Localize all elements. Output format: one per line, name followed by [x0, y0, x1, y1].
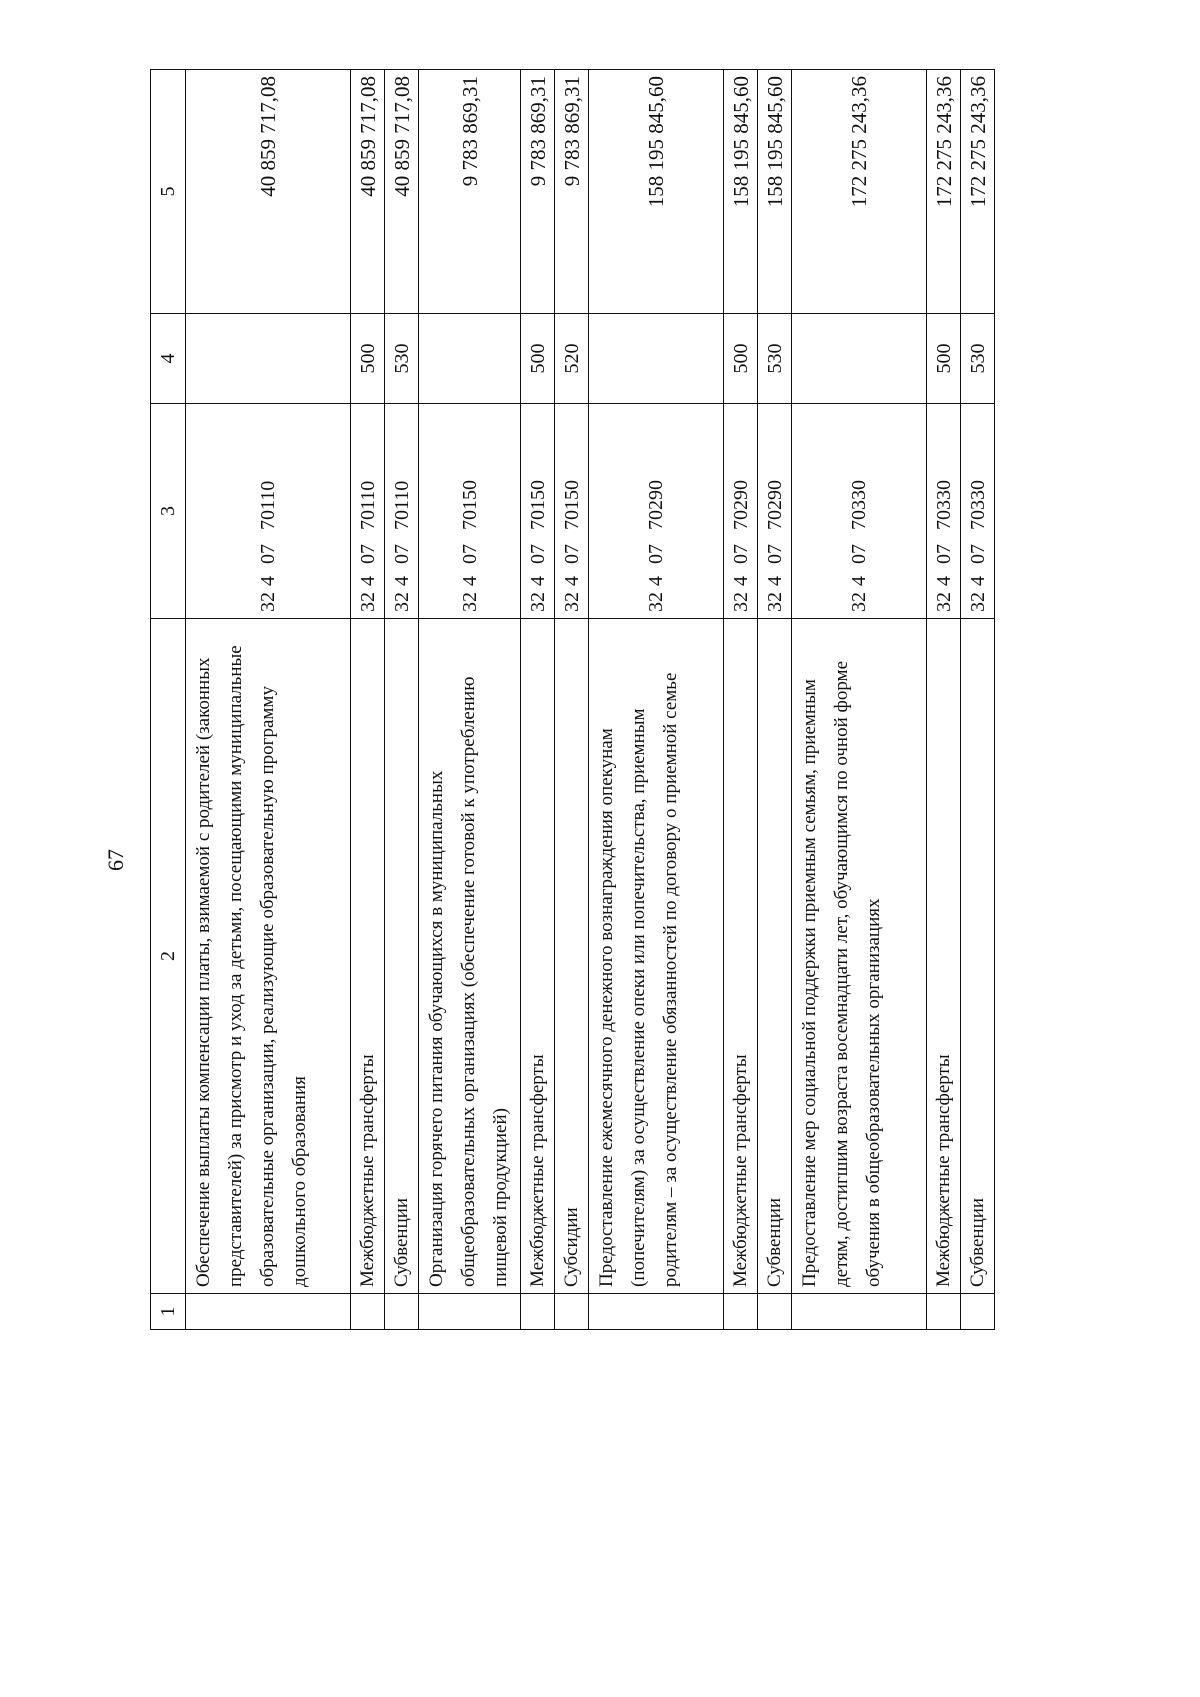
row-vr-cell: 530 [758, 314, 792, 404]
row-code-cell [186, 404, 351, 619]
header-col-5: 5 [151, 70, 186, 314]
code-part: 32 [932, 592, 955, 612]
code-part: 07 [763, 544, 786, 564]
table-row [927, 70, 961, 1330]
row-vr-cell: 530 [961, 314, 995, 404]
row-number-cell [186, 1294, 351, 1330]
row-code-cell [724, 404, 758, 619]
code-part: 32 [390, 592, 413, 612]
row-name-cell: Межбюджетные трансферты [351, 619, 385, 1294]
row-vr-cell: 500 [521, 314, 555, 404]
table-row [186, 70, 351, 1330]
code-part: 4 [645, 576, 667, 586]
row-vr-cell [186, 314, 351, 404]
code-part: 07 [257, 544, 279, 564]
header-row [151, 70, 186, 1330]
row-number-cell [385, 1294, 419, 1330]
code-part: 07 [729, 544, 752, 564]
row-code-cell [927, 404, 961, 619]
code-part: 70290 [729, 480, 752, 530]
code-part: 4 [257, 576, 279, 586]
row-amount-cell: 9 783 869,31 [419, 70, 521, 314]
code-part: 70330 [848, 480, 870, 530]
row-vr-cell [792, 314, 927, 404]
code-part: 07 [356, 544, 379, 564]
table-row [589, 70, 724, 1330]
code-part: 4 [560, 576, 583, 586]
row-amount-cell: 9 783 869,31 [555, 70, 589, 314]
row-vr-cell: 520 [555, 314, 589, 404]
code-part: 4 [966, 576, 989, 586]
code-part: 70110 [356, 480, 379, 530]
row-number-cell [555, 1294, 589, 1330]
table-row [961, 70, 995, 1330]
code-part: 70150 [526, 480, 549, 530]
row-code-cell [351, 404, 385, 619]
code-part: 32 [848, 592, 870, 612]
header-col-4: 4 [151, 314, 186, 404]
row-name-cell: Межбюджетные трансферты [927, 619, 961, 1294]
row-name-cell: Субвенции [961, 619, 995, 1294]
row-code-cell [758, 404, 792, 619]
row-name-cell: Субсидии [555, 619, 589, 1294]
code-part: 32 [560, 592, 583, 612]
code-part: 07 [645, 544, 667, 564]
rotated-table-container [150, 70, 990, 1330]
code-part: 4 [526, 576, 549, 586]
code-part: 32 [526, 592, 549, 612]
row-number-cell [961, 1294, 995, 1330]
table-row [521, 70, 555, 1330]
row-amount-cell: 40 859 717,08 [186, 70, 351, 314]
code-part: 32 [763, 592, 786, 612]
budget-table [150, 69, 995, 1330]
row-code-cell [961, 404, 995, 619]
code-part: 70110 [257, 480, 279, 530]
row-vr-cell [589, 314, 724, 404]
code-part: 4 [848, 576, 870, 586]
code-part: 07 [390, 544, 413, 564]
row-name-cell: Предоставление ежемесячного денежного вознаграждения опекунам (попечителям) за осуществление опеки или попечительства, приемным родителям – за осуществление обязанностей по договору о приемной семье [589, 619, 724, 1294]
row-number-cell [521, 1294, 555, 1330]
code-part: 70290 [763, 480, 786, 530]
code-part: 70290 [645, 480, 667, 530]
row-vr-cell [419, 314, 521, 404]
code-part: 4 [390, 576, 413, 586]
row-number-cell [792, 1294, 927, 1330]
code-part: 4 [458, 576, 481, 586]
row-name-cell: Обеспечение выплаты компенсации платы, взимаемой с родителей (законных представителей) за присмотр и уход за детьми, посещающими муниципальные образовательные организации, реализующие образовательную программу дошкольного образования [186, 619, 351, 1294]
code-part: 32 [458, 592, 481, 612]
row-number-cell [724, 1294, 758, 1330]
code-part: 70330 [932, 480, 955, 530]
row-amount-cell: 40 859 717,08 [385, 70, 419, 314]
code-part: 70150 [560, 480, 583, 530]
row-vr-cell: 500 [351, 314, 385, 404]
code-part: 07 [560, 544, 583, 564]
row-amount-cell: 158 195 845,60 [758, 70, 792, 314]
row-name-cell: Предоставление мер социальной поддержки приемным семьям, приемным детям, достигшим возраста восемнадцати лет, обучающимся по очной форме обучения в общеобразовательных организациях [792, 619, 927, 1294]
code-part: 32 [966, 592, 989, 612]
table-row [792, 70, 927, 1330]
header-col-3: 3 [151, 404, 186, 619]
row-amount-cell: 158 195 845,60 [724, 70, 758, 314]
row-name-cell: Межбюджетные трансферты [521, 619, 555, 1294]
table-row [351, 70, 385, 1330]
row-number-cell [351, 1294, 385, 1330]
code-part: 4 [729, 576, 752, 586]
code-part: 32 [729, 592, 752, 612]
code-part: 70330 [966, 480, 989, 530]
header-col-2: 2 [151, 619, 186, 1294]
page-number: 67 [103, 849, 128, 871]
row-code-cell [419, 404, 521, 619]
row-vr-cell: 530 [385, 314, 419, 404]
row-code-cell [555, 404, 589, 619]
row-number-cell [589, 1294, 724, 1330]
code-part: 32 [257, 592, 279, 612]
code-part: 70150 [458, 480, 481, 530]
row-name-cell: Субвенции [758, 619, 792, 1294]
table-row [385, 70, 419, 1330]
row-amount-cell: 172 275 243,36 [927, 70, 961, 314]
table-row [724, 70, 758, 1330]
header-col-1: 1 [151, 1294, 186, 1330]
code-part: 07 [526, 544, 549, 564]
code-part: 4 [763, 576, 786, 586]
row-code-cell [385, 404, 419, 619]
row-name-cell: Организация горячего питания обучающихся в муниципальных общеобразовательных организациях (обеспечение готовой к употреблению пищевой продукцией) [419, 619, 521, 1294]
code-part: 07 [932, 544, 955, 564]
row-amount-cell: 172 275 243,36 [792, 70, 927, 314]
code-part: 07 [458, 544, 481, 564]
code-part: 07 [848, 544, 870, 564]
code-part: 32 [645, 592, 667, 612]
row-code-cell [521, 404, 555, 619]
row-name-cell: Субвенции [385, 619, 419, 1294]
row-number-cell [419, 1294, 521, 1330]
row-vr-cell: 500 [927, 314, 961, 404]
row-number-cell [927, 1294, 961, 1330]
row-code-cell [589, 404, 724, 619]
code-part: 4 [932, 576, 955, 586]
table-row [419, 70, 521, 1330]
row-code-cell [792, 404, 927, 619]
code-part: 32 [356, 592, 379, 612]
row-amount-cell: 172 275 243,36 [961, 70, 995, 314]
table-row [555, 70, 589, 1330]
row-amount-cell: 158 195 845,60 [589, 70, 724, 314]
row-amount-cell: 40 859 717,08 [351, 70, 385, 314]
row-name-cell: Межбюджетные трансферты [724, 619, 758, 1294]
code-part: 4 [356, 576, 379, 586]
code-part: 70110 [390, 480, 413, 530]
code-part: 07 [966, 544, 989, 564]
row-vr-cell: 500 [724, 314, 758, 404]
row-amount-cell: 9 783 869,31 [521, 70, 555, 314]
row-number-cell [758, 1294, 792, 1330]
table-row [758, 70, 792, 1330]
table-body [186, 70, 995, 1330]
